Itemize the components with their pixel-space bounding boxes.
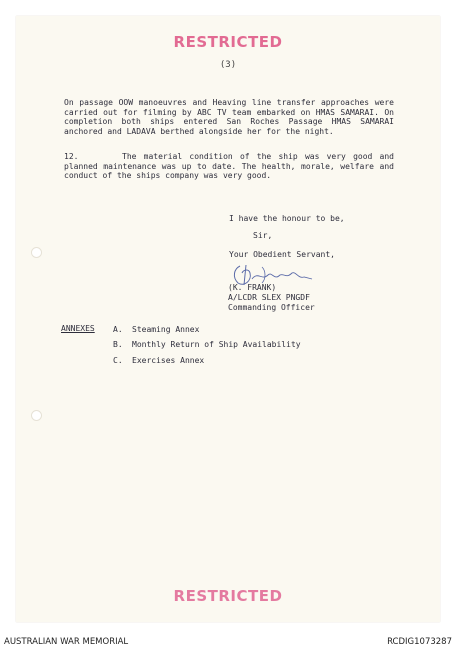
annex-title: Monthly Return of Ship Availability	[132, 340, 301, 349]
officer-name: (K. FRANK)	[228, 283, 277, 292]
paragraph-number: 12.	[64, 152, 79, 161]
annex-item	[113, 356, 204, 365]
punch-hole	[31, 247, 42, 258]
annex-item	[113, 340, 301, 349]
paragraph-12-text: The material condition of the ship was very good and planned maintenance was up to date. The health, morale, welfare and conduct of the ships company was very good.	[64, 152, 394, 180]
annex-letter: B.	[113, 340, 123, 349]
footer-institution: AUSTRALIAN WAR MEMORIAL	[4, 637, 129, 647]
annex-item	[113, 325, 199, 334]
classification-stamp-top: RESTRICTED	[173, 33, 283, 51]
annexes-label: ANNEXES	[61, 324, 95, 333]
closing-servant: Your Obedient Servant,	[229, 250, 335, 259]
punch-hole	[31, 410, 42, 421]
officer-role: Commanding Officer	[228, 303, 315, 312]
footer-record-id: RCDIG1073287	[387, 637, 452, 647]
paragraph-12	[64, 152, 394, 181]
page-number: (3)	[219, 60, 237, 70]
annex-title: Exercises Annex	[132, 356, 205, 365]
annex-title: Steaming Annex	[132, 325, 200, 334]
officer-rank: A/LCDR SLEX PNGDF	[228, 293, 310, 302]
annex-letter: A.	[113, 325, 123, 334]
document-page	[16, 16, 440, 622]
annex-letter: C.	[113, 356, 123, 365]
classification-stamp-bottom: RESTRICTED	[173, 587, 283, 605]
closing-honour: I have the honour to be,	[229, 214, 345, 223]
paragraph-passage: On passage OOW manoeuvres and Heaving line transfer approaches were carried out for filming by ABC TV team embarked on HMAS SAMARAI. On completion both ships entered San Roches Passage HMAS SAMARAI anchored and LADAVA berthed alongside her for the night.	[64, 98, 394, 136]
closing-sir: Sir,	[253, 231, 273, 240]
